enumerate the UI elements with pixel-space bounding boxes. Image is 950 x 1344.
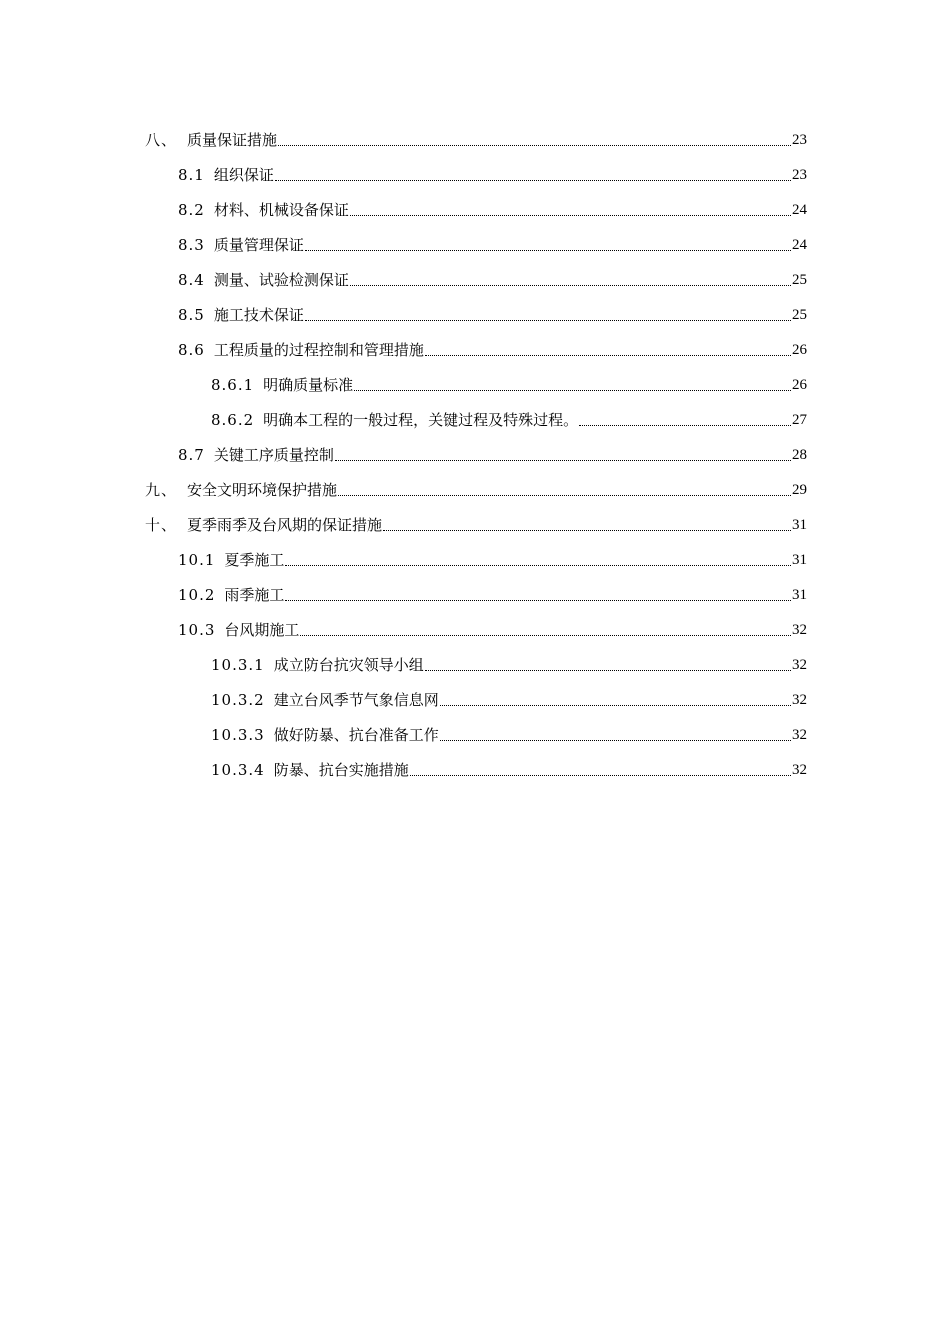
dot-leader (305, 247, 791, 251)
toc-entry-title: 明确质量标准 (263, 376, 354, 394)
toc-entry-number: 10.3.1 (211, 656, 265, 674)
toc-entry-page: 32 (792, 762, 807, 778)
toc-entry-page: 26 (792, 377, 807, 393)
toc-entry-title: 质量管理保证 (213, 236, 304, 254)
toc-entry-title: 成立防台抗灾领导小组 (273, 656, 424, 674)
toc-entry[interactable] (211, 756, 807, 780)
dot-leader (425, 352, 791, 356)
toc-entry-number: 8.6 (178, 341, 205, 359)
toc-entry-title: 质量保证措施 (187, 131, 278, 149)
toc-entry-number: 8.1 (178, 166, 205, 184)
toc-entry-number: 8.4 (178, 271, 205, 289)
toc-entry-page: 32 (792, 727, 807, 743)
toc-entry-page: 32 (792, 692, 807, 708)
toc-entry[interactable] (211, 371, 807, 395)
toc-entry[interactable] (211, 686, 807, 710)
dot-leader (425, 667, 791, 671)
dot-leader (350, 212, 791, 216)
toc-entry[interactable] (145, 126, 807, 150)
dot-leader (275, 177, 791, 181)
toc-entry-page: 23 (792, 167, 807, 183)
toc-entry[interactable] (178, 616, 807, 640)
toc-entry-page: 31 (792, 552, 807, 568)
toc-entry[interactable] (178, 196, 807, 220)
toc-entry[interactable] (178, 581, 807, 605)
toc-entry[interactable] (145, 511, 807, 535)
toc-entry[interactable] (178, 266, 807, 290)
toc-entry-number: 10.3.4 (211, 761, 265, 779)
toc-entry[interactable] (178, 546, 807, 570)
toc-entry-number: 8.2 (178, 201, 205, 219)
toc-entry[interactable] (211, 721, 807, 745)
toc-entry[interactable] (211, 406, 807, 430)
toc-entry-number: 九、 (145, 481, 178, 499)
dot-leader (338, 492, 791, 496)
toc-entry[interactable] (178, 161, 807, 185)
toc-entry-number: 8.7 (178, 446, 205, 464)
toc-entry-page: 28 (792, 447, 807, 463)
toc-entry-title: 测量、试验检测保证 (213, 271, 349, 289)
toc-entry[interactable] (178, 441, 807, 465)
dot-leader (285, 597, 791, 601)
toc-entry-title: 明确本工程的一般过程，关键过程及特殊过程。 (263, 411, 579, 429)
toc-entry-title: 雨季施工 (224, 586, 285, 604)
toc-entry[interactable] (211, 651, 807, 675)
dot-leader (383, 527, 791, 531)
toc-entry-number: 8.6.1 (211, 376, 255, 394)
toc-entry-page: 23 (792, 132, 807, 148)
toc-entry-number: 10.1 (178, 551, 216, 569)
toc-entry-title: 安全文明环境保护措施 (187, 481, 338, 499)
toc-entry-page: 31 (792, 517, 807, 533)
toc-entry-title: 材料、机械设备保证 (213, 201, 349, 219)
dot-leader (300, 632, 791, 636)
toc-entry-title: 夏季施工 (224, 551, 285, 569)
toc-entry-number: 8.3 (178, 236, 205, 254)
toc-entry[interactable] (145, 476, 807, 500)
toc-entry-page: 25 (792, 272, 807, 288)
toc-entry-title: 关键工序质量控制 (213, 446, 334, 464)
toc-entry-page: 29 (792, 482, 807, 498)
dot-leader (335, 457, 791, 461)
toc-entry-page: 25 (792, 307, 807, 323)
toc-entry-page: 31 (792, 587, 807, 603)
toc-entry-page: 24 (792, 202, 807, 218)
dot-leader (579, 422, 791, 426)
toc-entry-number: 8.6.2 (211, 411, 255, 429)
dot-leader (410, 772, 791, 776)
toc-entry-number: 10.3 (178, 621, 216, 639)
dot-leader (285, 562, 791, 566)
toc-entry-number: 10.2 (178, 586, 216, 604)
dot-leader (440, 737, 791, 741)
toc-entry-number: 十、 (145, 516, 178, 534)
toc-entry-number: 10.3.2 (211, 691, 265, 709)
dot-leader (278, 142, 791, 146)
dot-leader (354, 387, 791, 391)
toc-entry-title: 建立台风季节气象信息网 (273, 691, 439, 709)
dot-leader (350, 282, 791, 286)
toc-entry-page: 24 (792, 237, 807, 253)
toc-entry-number: 8.5 (178, 306, 205, 324)
toc-entry-page: 27 (792, 412, 807, 428)
toc-entry-page: 32 (792, 657, 807, 673)
dot-leader (305, 317, 791, 321)
toc-entry-title: 工程质量的过程控制和管理措施 (213, 341, 424, 359)
toc-entry[interactable] (178, 301, 807, 325)
toc-entry-title: 做好防暴、抗台准备工作 (273, 726, 439, 744)
toc-entry-title: 组织保证 (213, 166, 274, 184)
toc-entry-title: 夏季雨季及台风期的保证措施 (187, 516, 383, 534)
toc-entry-number: 八、 (145, 131, 178, 149)
toc-entry[interactable] (178, 336, 807, 360)
dot-leader (440, 702, 791, 706)
toc-entry-title: 台风期施工 (224, 621, 300, 639)
toc-entry-page: 26 (792, 342, 807, 358)
toc-entry[interactable] (178, 231, 807, 255)
toc-entry-title: 施工技术保证 (213, 306, 304, 324)
toc-entry-number: 10.3.3 (211, 726, 265, 744)
toc-entry-page: 32 (792, 622, 807, 638)
toc-entry-title: 防暴、抗台实施措施 (273, 761, 409, 779)
